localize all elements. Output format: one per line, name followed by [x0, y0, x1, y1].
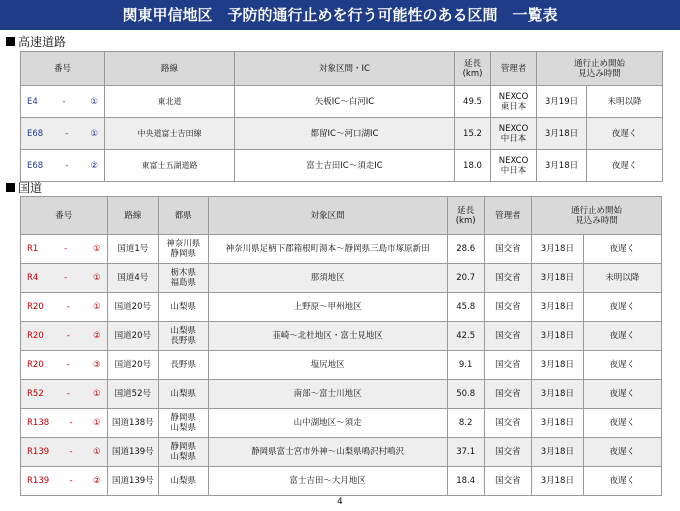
section-name: 上野原～甲州地区 — [208, 293, 447, 322]
start-date: 3月18日 — [532, 264, 584, 293]
manager-name: 国交省 — [484, 438, 531, 467]
route-name: 国道139号 — [107, 467, 159, 496]
table-row — [21, 293, 662, 322]
road-separator: - — [66, 302, 70, 312]
length-value: 45.8 — [447, 293, 484, 322]
start-time: 夜遅く — [583, 351, 661, 380]
header-manager: 管理者 — [484, 197, 531, 235]
table-row — [21, 380, 662, 409]
road-index: ③ — [92, 360, 101, 370]
road-number — [21, 438, 108, 467]
table-row — [21, 150, 663, 182]
manager-name: 国交省 — [484, 322, 531, 351]
prefecture-name: 栃木県 福島県 — [159, 264, 208, 293]
start-time: 夜遅く — [583, 409, 661, 438]
route-name: 国道20号 — [107, 322, 159, 351]
road-separator: - — [69, 476, 73, 486]
table-row — [21, 351, 662, 380]
length-value: 28.6 — [447, 235, 484, 264]
road-number — [21, 467, 108, 496]
road-code: R4 — [27, 273, 39, 283]
header-section: 対象区間・IC — [235, 52, 455, 86]
road-separator: - — [66, 360, 70, 370]
length-value: 37.1 — [447, 438, 484, 467]
header-pref: 都県 — [159, 197, 208, 235]
length-value: 15.2 — [455, 118, 491, 150]
manager-name: 国交省 — [484, 467, 531, 496]
route-name: 国道4号 — [107, 264, 159, 293]
section-name: 富士吉田IC～須走IC — [235, 150, 455, 182]
national-heading-text: 国道 — [18, 181, 43, 195]
section-name: 富士吉田～大月地区 — [208, 467, 447, 496]
road-code: R139 — [27, 476, 50, 486]
header-route: 路線 — [105, 52, 235, 86]
manager-name: 国交省 — [484, 409, 531, 438]
length-value: 8.2 — [447, 409, 484, 438]
prefecture-name: 神奈川県 静岡県 — [159, 235, 208, 264]
road-number — [21, 235, 108, 264]
start-date: 3月18日 — [532, 438, 584, 467]
section-name: 矢板IC～白河IC — [235, 86, 455, 118]
route-name: 国道138号 — [107, 409, 159, 438]
section-name: 南部～富士川地区 — [208, 380, 447, 409]
road-index: ① — [92, 447, 101, 457]
header-no: 番号 — [21, 52, 105, 86]
road-number — [21, 86, 105, 118]
table-row — [21, 409, 662, 438]
section-name: 静岡県富士宮市外神～山梨県鳴沢村鳴沢 — [208, 438, 447, 467]
road-separator: - — [65, 160, 69, 171]
manager-name: NEXCO 中日本 — [491, 150, 537, 182]
road-separator: - — [69, 447, 73, 457]
table-row — [21, 264, 662, 293]
road-number — [21, 351, 108, 380]
manager-name: 国交省 — [484, 293, 531, 322]
section-name: 那須地区 — [208, 264, 447, 293]
start-time: 夜遅く — [583, 380, 661, 409]
road-number — [21, 118, 105, 150]
route-name: 中央道富士吉田線 — [105, 118, 235, 150]
header-no: 番号 — [21, 197, 108, 235]
start-date: 3月18日 — [532, 322, 584, 351]
national-heading — [6, 179, 42, 196]
prefecture-name: 山梨県 — [159, 467, 208, 496]
manager-name: 国交省 — [484, 380, 531, 409]
road-code: R20 — [27, 302, 44, 312]
start-time: 夜遅く — [583, 322, 661, 351]
road-index: ① — [92, 273, 101, 283]
route-name: 国道20号 — [107, 293, 159, 322]
expressway-table — [20, 51, 663, 182]
manager-name: 国交省 — [484, 235, 531, 264]
section-name: 都留IC～河口湖IC — [235, 118, 455, 150]
start-date: 3月19日 — [537, 86, 587, 118]
road-index: ② — [92, 476, 101, 486]
start-date: 3月18日 — [532, 380, 584, 409]
route-name: 国道52号 — [107, 380, 159, 409]
header-length: 延長 (km) — [447, 197, 484, 235]
manager-name: 国交省 — [484, 351, 531, 380]
road-code: R52 — [27, 389, 44, 399]
prefecture-name: 静岡県 山梨県 — [159, 438, 208, 467]
road-separator: - — [64, 273, 68, 283]
road-separator: - — [64, 244, 68, 254]
route-name: 国道139号 — [107, 438, 159, 467]
section-name: 山中湖地区～須走 — [208, 409, 447, 438]
table-row — [21, 86, 663, 118]
road-code: E4 — [27, 96, 38, 107]
road-number — [21, 409, 108, 438]
table-row — [21, 467, 662, 496]
start-time: 夜遅く — [583, 467, 661, 496]
road-index: ② — [92, 331, 101, 341]
start-time: 夜遅く — [583, 293, 661, 322]
table-row — [21, 235, 662, 264]
table-row — [21, 438, 662, 467]
road-code: E68 — [27, 128, 44, 139]
road-number — [21, 264, 108, 293]
section-name: 神奈川県足柄下郡箱根町湯本～静岡県三島市塚原新田 — [208, 235, 447, 264]
table-row — [21, 118, 663, 150]
prefecture-name: 山梨県 — [159, 293, 208, 322]
route-name: 国道1号 — [107, 235, 159, 264]
header-start-time: 通行止め開始 見込み時間 — [537, 52, 663, 86]
length-value: 50.8 — [447, 380, 484, 409]
road-index: ① — [92, 418, 101, 428]
length-value: 20.7 — [447, 264, 484, 293]
start-time: 夜遅く — [587, 150, 663, 182]
road-separator: - — [66, 389, 70, 399]
section-name: 塩尻地区 — [208, 351, 447, 380]
road-code: R1 — [27, 244, 39, 254]
road-separator: - — [69, 418, 73, 428]
road-code: R20 — [27, 331, 44, 341]
header-section: 対象区間 — [208, 197, 447, 235]
manager-name: NEXCO 東日本 — [491, 86, 537, 118]
road-index: ② — [90, 160, 98, 171]
prefecture-name: 静岡県 山梨県 — [159, 409, 208, 438]
national-road-table — [20, 196, 662, 496]
start-date: 3月18日 — [537, 118, 587, 150]
road-number — [21, 293, 108, 322]
road-separator: - — [62, 96, 66, 107]
start-time: 夜遅く — [587, 118, 663, 150]
start-date: 3月18日 — [532, 467, 584, 496]
road-number — [21, 150, 105, 182]
length-value: 9.1 — [447, 351, 484, 380]
header-length: 延長 (km) — [455, 52, 491, 86]
road-code: E68 — [27, 160, 44, 171]
header-manager: 管理者 — [491, 52, 537, 86]
prefecture-name: 長野県 — [159, 351, 208, 380]
section-name: 韮崎～北杜地区・富士見地区 — [208, 322, 447, 351]
manager-name: NEXCO 中日本 — [491, 118, 537, 150]
manager-name: 国交省 — [484, 264, 531, 293]
road-code: R139 — [27, 447, 50, 457]
start-time: 未明以降 — [583, 264, 661, 293]
length-value: 18.4 — [447, 467, 484, 496]
road-separator: - — [66, 331, 70, 341]
square-bullet-icon — [6, 183, 15, 192]
start-date: 3月18日 — [532, 293, 584, 322]
road-index: ① — [92, 389, 101, 399]
header-start-time: 通行止め開始 見込み時間 — [532, 197, 662, 235]
length-value: 18.0 — [455, 150, 491, 182]
expressway-heading — [6, 33, 66, 50]
square-bullet-icon — [6, 37, 15, 46]
start-date: 3月18日 — [532, 235, 584, 264]
page-number: 4 — [337, 497, 343, 507]
length-value: 42.5 — [447, 322, 484, 351]
start-time: 夜遅く — [583, 235, 661, 264]
header-route: 路線 — [107, 197, 159, 235]
table-row — [21, 322, 662, 351]
start-time: 夜遅く — [583, 438, 661, 467]
start-date: 3月18日 — [532, 351, 584, 380]
expressway-heading-text: 高速道路 — [18, 35, 67, 49]
road-code: R138 — [27, 418, 50, 428]
start-date: 3月18日 — [532, 409, 584, 438]
route-name: 東富士五湖道路 — [105, 150, 235, 182]
road-code: R20 — [27, 360, 44, 370]
road-index: ① — [92, 302, 101, 312]
road-index: ① — [92, 244, 101, 254]
prefecture-name: 山梨県 — [159, 380, 208, 409]
prefecture-name: 山梨県 長野県 — [159, 322, 208, 351]
route-name: 東北道 — [105, 86, 235, 118]
page-title: 関東甲信地区 予防的通行止めを行う可能性のある区間 一覧表 — [0, 0, 680, 30]
road-number — [21, 322, 108, 351]
start-time: 未明以降 — [587, 86, 663, 118]
length-value: 49.5 — [455, 86, 491, 118]
road-number — [21, 380, 108, 409]
road-index: ① — [90, 96, 98, 107]
road-separator: - — [65, 128, 69, 139]
route-name: 国道20号 — [107, 351, 159, 380]
start-date: 3月18日 — [537, 150, 587, 182]
road-index: ① — [90, 128, 98, 139]
